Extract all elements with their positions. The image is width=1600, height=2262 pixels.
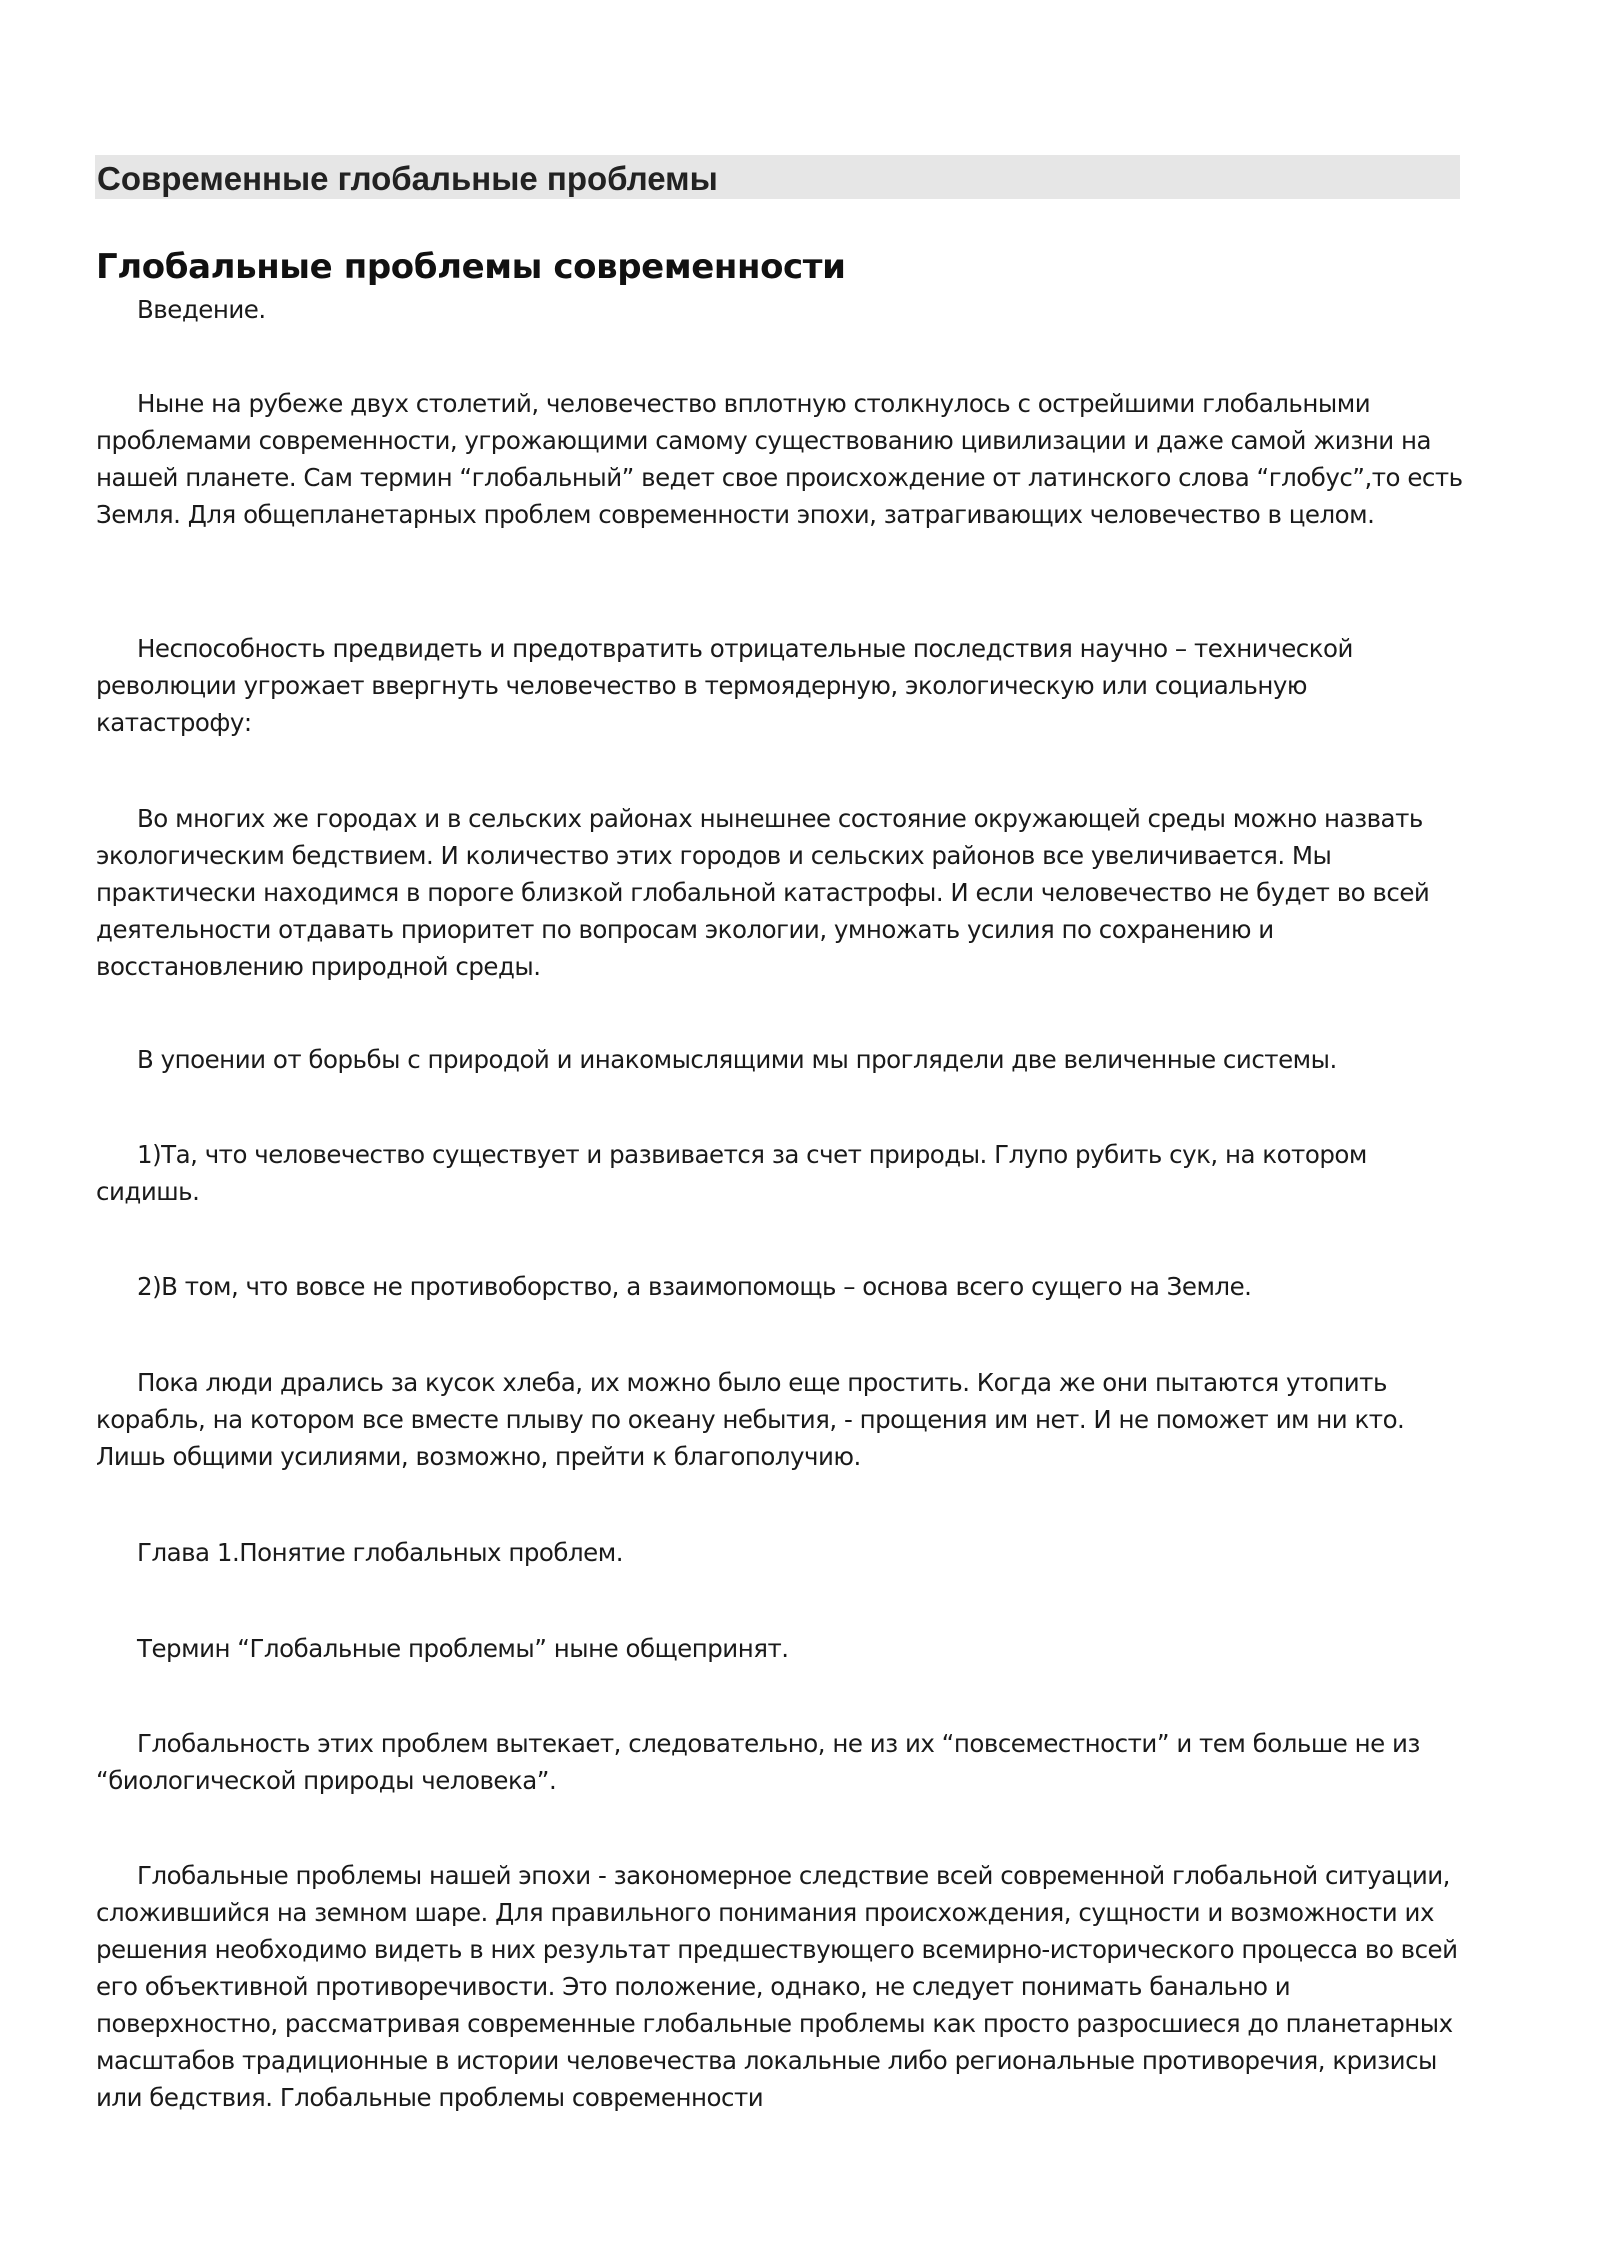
- paragraph: [96, 1268, 1466, 1305]
- paragraph: [96, 1725, 1466, 1799]
- paragraph: [96, 385, 1466, 533]
- paragraph: [96, 630, 1466, 741]
- paragraph-text: Глобальные проблемы нашей эпохи - закономерное следствие всей современной глобальной ситуации, сложившийся на земном шаре. Для правильного понимания происхождения, сущности и возможности их решения необходимо видеть в них результат предшествующего всемирно-исторического процесса во всей его объективной противоречивости. Это положение, однако, не следует понимать банально и поверхностно, рассматривая современные глобальные проблемы как просто разросшиеся до планетарных масштабов традиционные в истории человечества локальные либо региональные противоречия, кризисы или бедствия. Глобальные проблемы современности: [96, 1861, 1458, 2112]
- section-banner: [95, 155, 1460, 199]
- article-title: Глобальные проблемы современности: [96, 247, 846, 287]
- banner-title: Современные глобальные проблемы: [97, 160, 718, 197]
- paragraph-text: Глобальность этих проблем вытекает, следовательно, не из их “повсеместности” и тем больше не из “биологической природы человека”.: [96, 1729, 1420, 1795]
- paragraph: [96, 1857, 1466, 2116]
- paragraph: [96, 1630, 1466, 1667]
- paragraph-text: Ныне на рубеже двух столетий, человечество вплотную столкнулось с острейшими глобальными проблемами современности, угрожающими самому существованию цивилизации и даже самой жизни на нашей планете. Сам термин “глобальный” ведет свое происхождение от латинского слова “глобус”,то есть Земля. Для общепланетарных проблем современности эпохи, затрагивающих человечество в целом.: [96, 389, 1463, 529]
- paragraph-text: Неспособность предвидеть и предотвратить отрицательные последствия научно – технической революции угрожает ввергнуть человечество в термоядерную, экологическую или социальную катастрофу:: [96, 634, 1353, 737]
- paragraph-text: 1)Та, что человечество существует и развивается за счет природы. Глупо рубить сук, на котором сидишь.: [96, 1140, 1367, 1206]
- paragraph: [96, 800, 1466, 985]
- paragraph-text: Во многих же городах и в сельских районах нынешнее состояние окружающей среды можно назвать экологическим бедствием. И количество этих городов и сельских районов все увеличивается. Мы практически находимся в пороге близкой глобальной катастрофы. И если человечество не будет во всей деятельности отдавать приоритет по вопросам экологии, умножать усилия по сохранению и восстановлению природной среды.: [96, 804, 1430, 981]
- paragraph-text: В упоении от борьбы с природой и инакомыслящими мы проглядели две величенные системы.: [137, 1045, 1337, 1074]
- paragraph: [96, 1364, 1466, 1475]
- paragraph-text: 2)В том, что вовсе не противоборство, а взаимопомощь – основа всего сущего на Земле.: [137, 1272, 1252, 1301]
- paragraph: [96, 1136, 1466, 1210]
- paragraph-text: Термин “Глобальные проблемы” ныне общепринят.: [137, 1634, 789, 1663]
- paragraph-text: Введение.: [137, 295, 266, 324]
- paragraph: [96, 1534, 1466, 1571]
- paragraph-text: Глава 1.Понятие глобальных проблем.: [137, 1538, 624, 1567]
- paragraph: [96, 291, 1466, 328]
- paragraph-text: Пока люди дрались за кусок хлеба, их можно было еще простить. Когда же они пытаются утопить корабль, на котором все вместе плыву по океану небытия, - прощения им нет. И не поможет им ни кто. Лишь общими усилиями, возможно, прейти к благополучию.: [96, 1368, 1405, 1471]
- paragraph: [96, 1041, 1466, 1078]
